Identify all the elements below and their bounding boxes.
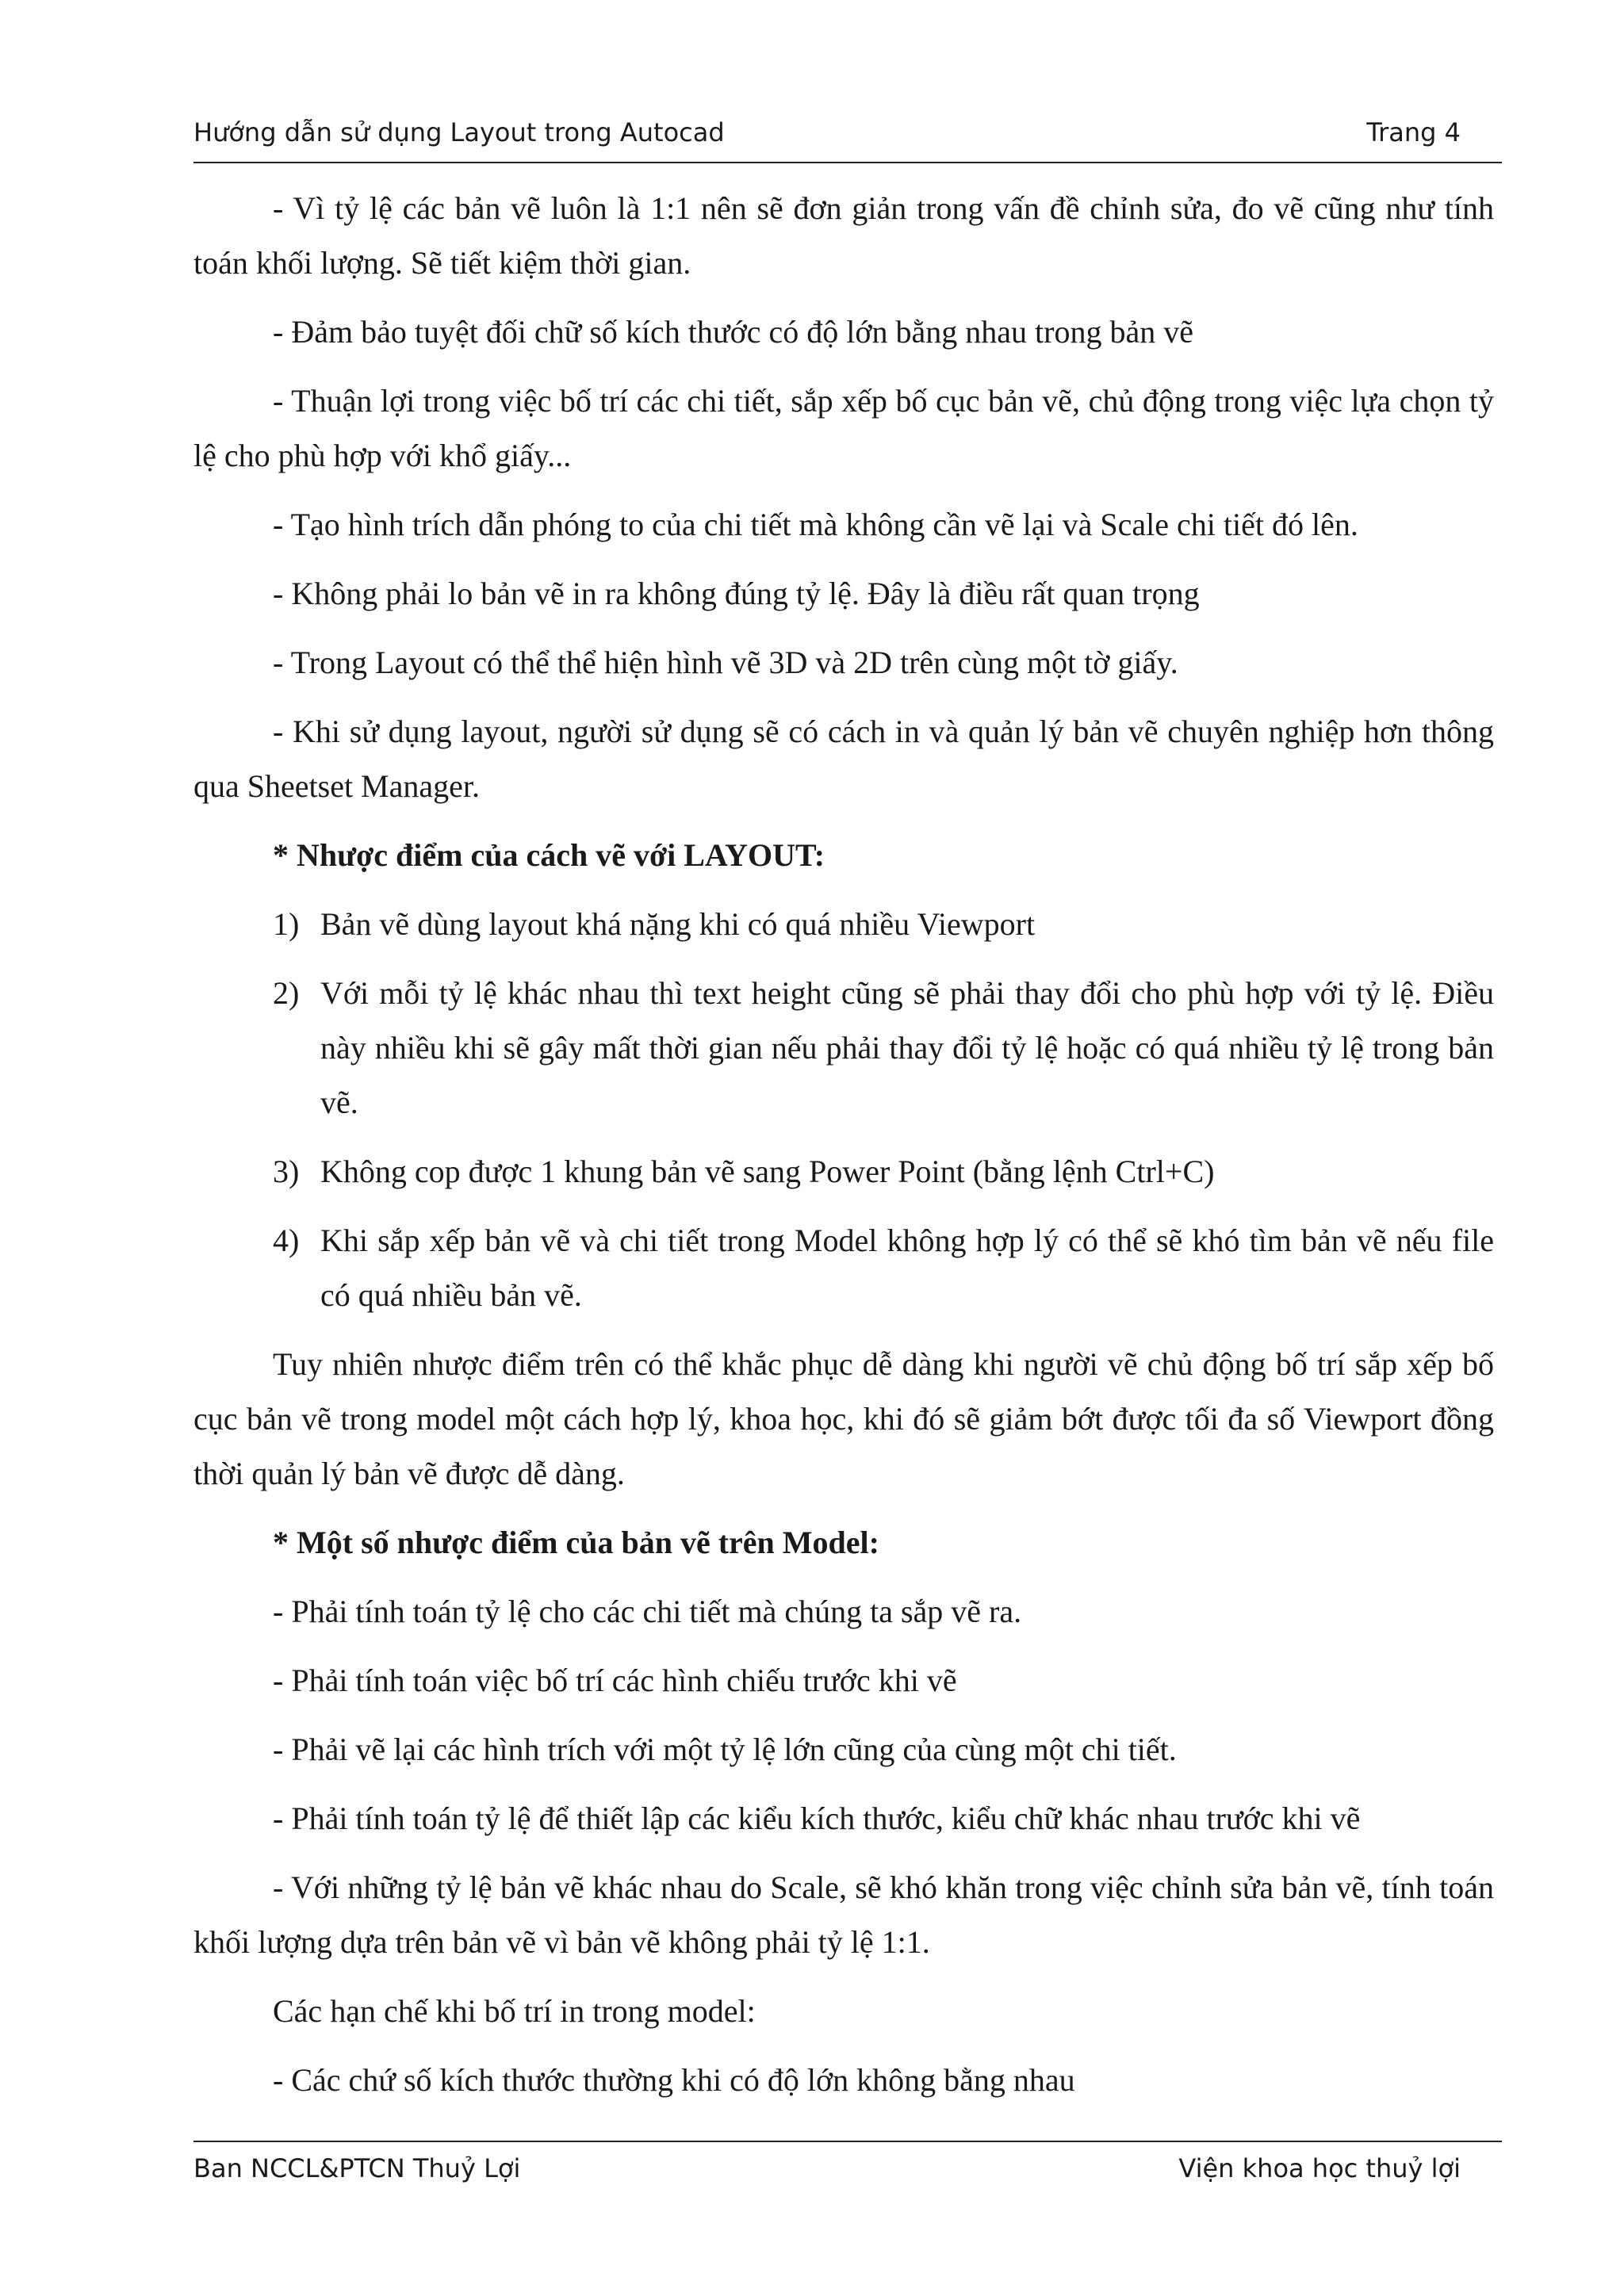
paragraph: - Phải tính toán tỷ lệ cho các chi tiết mà chúng ta sắp vẽ ra. bbox=[273, 1594, 1022, 1629]
page-header bbox=[193, 117, 1502, 163]
paragraph: - Phải vẽ lại các hình trích với một tỷ lệ lớn cũng của cùng một chi tiết. bbox=[273, 1732, 1177, 1767]
paragraph: - Trong Layout có thể thể hiện hình vẽ 3D và 2D trên cùng một tờ giấy. bbox=[273, 645, 1178, 680]
list-item bbox=[273, 1213, 1494, 1322]
footer-institute: Viện khoa học thuỷ lợi bbox=[1178, 2153, 1461, 2183]
paragraph: - Thuận lợi trong việc bố trí các chi tiết, sắp xếp bố cục bản vẽ, chủ động trong việc lựa chọn tỷ lệ cho phù hợp với khổ giấy... bbox=[193, 383, 1494, 473]
list-text: Với mỗi tỷ lệ khác nhau thì text height cũng sẽ phải thay đổi cho phù hợp với tỷ lệ. Điều này nhiều khi sẽ gây mất thời gian nếu phải thay đổi tỷ lệ hoặc có quá nhiều tỷ lệ trong bản vẽ. bbox=[320, 975, 1494, 1120]
paragraph: - Các chứ số kích thước thường khi có độ lớn không bằng nhau bbox=[273, 2062, 1075, 2098]
document-body bbox=[193, 181, 1494, 2122]
list-text: Không cop được 1 khung bản vẽ sang Power Point (bằng lệnh Ctrl+C) bbox=[320, 1154, 1215, 1189]
header-title: Hướng dẫn sử dụng Layout trong Autocad bbox=[193, 117, 725, 147]
paragraph: - Khi sử dụng layout, người sử dụng sẽ có cách in và quản lý bản vẽ chuyên nghiệp hơn thông qua Sheetset Manager. bbox=[193, 714, 1494, 804]
page-number: Trang 4 bbox=[1366, 117, 1461, 147]
list-text: Bản vẽ dùng layout khá nặng khi có quá nhiều Viewport bbox=[320, 906, 1036, 942]
list-number: 2) bbox=[273, 975, 300, 1011]
paragraph: - Không phải lo bản vẽ in ra không đúng tỷ lệ. Đây là điều rất quan trọng bbox=[273, 576, 1200, 611]
list-item bbox=[273, 1144, 1494, 1199]
list-number: 3) bbox=[273, 1154, 300, 1189]
list-text: Khi sắp xếp bản vẽ và chi tiết trong Model không hợp lý có thể sẽ khó tìm bản vẽ nếu file có quá nhiều bản vẽ. bbox=[320, 1223, 1494, 1313]
footer-organization: Ban NCCL&PTCN Thuỷ Lợi bbox=[193, 2153, 521, 2183]
paragraph: - Tạo hình trích dẫn phóng to của chi tiết mà không cần vẽ lại và Scale chi tiết đó lên. bbox=[273, 507, 1358, 542]
paragraph: Tuy nhiên nhược điểm trên có thể khắc phục dễ dàng khi người vẽ chủ động bố trí sắp xếp bố cục bản vẽ trong model một cách hợp lý, khoa học, khi đó sẽ giảm bớt được tối đa số Viewport đồng thời quản lý bản vẽ được dễ dàng. bbox=[193, 1346, 1494, 1491]
paragraph: - Vì tỷ lệ các bản vẽ luôn là 1:1 nên sẽ đơn giản trong vấn đề chỉnh sửa, đo vẽ cũng như tính toán khối lượng. Sẽ tiết kiệm thời gian. bbox=[193, 190, 1494, 281]
list-number: 1) bbox=[273, 906, 300, 942]
list-item bbox=[273, 897, 1494, 951]
list-item bbox=[273, 966, 1494, 1130]
list-number: 4) bbox=[273, 1223, 300, 1258]
page-footer bbox=[193, 2141, 1502, 2190]
section-heading-layout-drawbacks: * Nhược điểm của cách vẽ với LAYOUT: bbox=[273, 837, 825, 873]
paragraph: - Phải tính toán tỷ lệ để thiết lập các kiểu kích thước, kiểu chữ khác nhau trước khi vẽ bbox=[273, 1800, 1361, 1836]
paragraph: - Đảm bảo tuyệt đối chữ số kích thước có độ lớn bằng nhau trong bản vẽ bbox=[273, 314, 1193, 350]
paragraph: - Phải tính toán việc bố trí các hình chiếu trước khi vẽ bbox=[273, 1663, 957, 1698]
section-heading-model-drawbacks: * Một số nhược điểm của bản vẽ trên Model: bbox=[273, 1525, 879, 1560]
paragraph: - Với những tỷ lệ bản vẽ khác nhau do Scale, sẽ khó khăn trong việc chỉnh sửa bản vẽ, tính toán khối lượng dựa trên bản vẽ vì bản vẽ không phải tỷ lệ 1:1. bbox=[193, 1869, 1494, 1960]
paragraph: Các hạn chế khi bố trí in trong model: bbox=[273, 1993, 756, 2029]
drawbacks-list bbox=[193, 897, 1494, 1322]
